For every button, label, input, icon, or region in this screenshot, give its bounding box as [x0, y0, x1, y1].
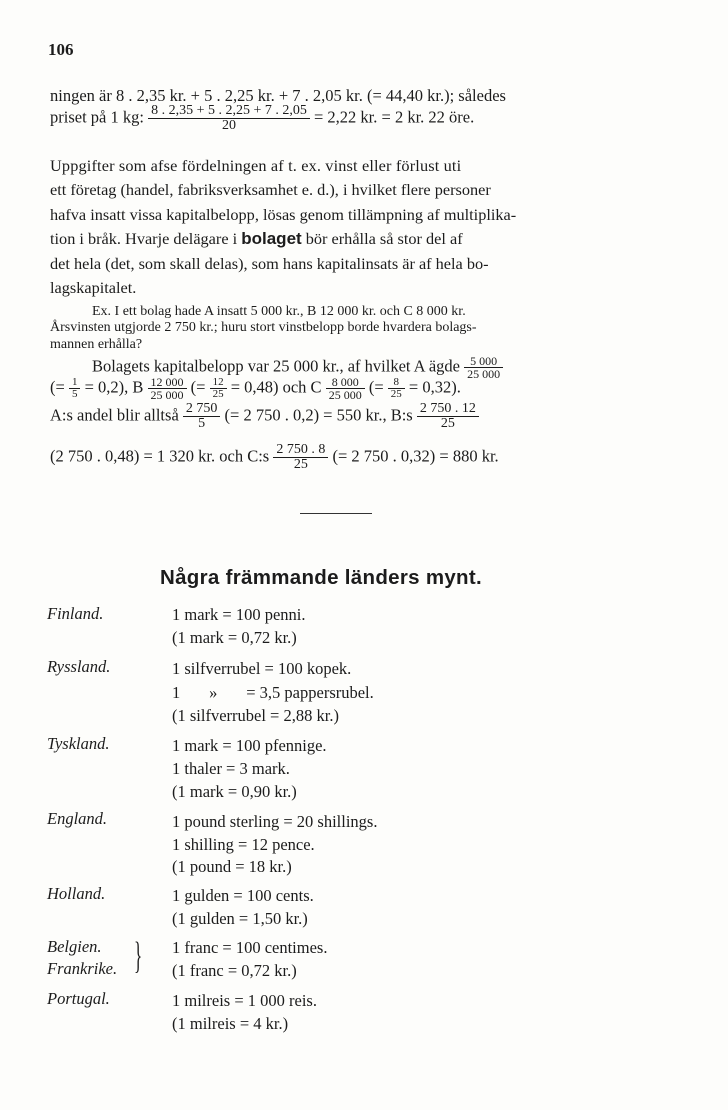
calc-price-line	[50, 104, 474, 133]
s2-f: = 0,32).	[408, 377, 461, 397]
fraction-2750x12-25	[417, 402, 479, 431]
tyskland-line-1: 1 mark = 100 pfennige.	[172, 736, 327, 755]
example-line-1: Ex. I ett bolag hade A insatt 5 000 kr., B 12 000 kr. och C 8 000 kr.	[92, 304, 466, 319]
fraction-c-den: 25 000	[328, 388, 362, 402]
fraction-2750-5	[183, 402, 221, 431]
fraction-12-25-num: 12	[210, 377, 227, 389]
fraction-a-numerator: 5 000	[464, 355, 503, 368]
england-line-3: (1 pound = 18 kr.)	[172, 857, 292, 876]
england-line-2: 1 shilling = 12 pence.	[172, 835, 315, 854]
fraction-one-fifth	[69, 377, 81, 400]
solution-line-1-text: Bolagets kapitalbelopp var 25 000 kr., af hvilket A ägde	[92, 356, 460, 376]
belgien-frankrike-line-2: (1 franc = 0,72 kr.)	[172, 961, 297, 980]
s4-a: (2 750 . 0,48) = 1 320 kr. och C:s	[50, 446, 270, 466]
s2-c: (=	[190, 377, 206, 397]
fraction-one-fifth-num: 1	[69, 377, 81, 389]
paragraph-line-2: ett företag (handel, fabriksverksamhet e. d.), i hvilket flere personer	[50, 180, 491, 199]
fraction-2750x12-num: 2 750 . 12	[417, 402, 479, 417]
s2-b: = 0,2), B	[84, 377, 144, 397]
paragraph-line-1: Uppgifter som afse fördelningen af t. ex. vinst eller förlust uti	[50, 156, 462, 175]
country-holland: Holland.	[47, 884, 106, 903]
price-label: priset på 1 kg:	[50, 107, 144, 127]
ryssland-line-3: (1 silfverrubel = 2,88 kr.)	[172, 706, 339, 725]
country-belgien: Belgien.	[47, 937, 102, 956]
fraction-12-25	[210, 377, 227, 400]
paragraph-line-5: det hela (det, som skall delas), som hans kapitalinsats är af hela bo-	[50, 254, 489, 273]
country-tyskland: Tyskland.	[47, 734, 110, 753]
section-divider	[300, 513, 372, 514]
paragraph-line-3: hafva insatt vissa kapitalbelopp, lösas genom tillämpning af multiplika-	[50, 205, 517, 224]
country-finland: Finland.	[47, 604, 104, 623]
ryssland-line-2: 1 » = 3,5 pappersrubel.	[172, 683, 374, 702]
ryssland-line-1: 1 silfverrubel = 100 kopek.	[172, 659, 352, 678]
solution-line-3	[50, 402, 479, 431]
finland-line-1: 1 mark = 100 penni.	[172, 605, 306, 624]
fraction-c-num: 8 000	[326, 376, 365, 389]
s2-a: (=	[50, 377, 65, 397]
brace-glyph: }	[134, 935, 143, 977]
section-title: Några främmande länders mynt.	[160, 566, 482, 589]
fraction-2750x8-num: 2 750 . 8	[273, 443, 328, 458]
s3-b: (= 2 750 . 0,2) = 550 kr., B:s	[224, 405, 413, 425]
price-numerator: 8 . 2,35 + 5 . 2,25 + 7 . 2,05	[148, 104, 310, 119]
england-line-1: 1 pound sterling = 20 shillings.	[172, 812, 378, 831]
fraction-b-num: 12 000	[148, 376, 187, 389]
fraction-2750x8-den: 25	[293, 457, 308, 472]
s3-a: A:s andel blir alltså	[50, 405, 179, 425]
fraction-2750-5-den: 5	[198, 416, 206, 431]
country-portugal: Portugal.	[47, 989, 110, 1008]
paragraph-line-4-end: bör erhålla så stor del af	[305, 229, 463, 248]
solution-line-2	[50, 376, 461, 401]
paragraph-line-4	[50, 229, 463, 249]
country-england: England.	[47, 809, 108, 828]
calc-line-1: ningen är 8 . 2,35 kr. + 5 . 2,25 kr. + 7 . 2,05 kr. (= 44,40 kr.); således	[50, 86, 506, 105]
fraction-2750x12-den: 25	[440, 416, 455, 431]
fraction-a-denominator: 25 000	[467, 367, 501, 381]
s4-b: (= 2 750 . 0,32) = 880 kr.	[332, 446, 499, 466]
solution-line-4	[50, 443, 499, 472]
s2-d: = 0,48) och C	[230, 377, 322, 397]
country-frankrike: Frankrike.	[47, 959, 118, 978]
fraction-a-share	[464, 355, 503, 380]
example-line-2: Årsvinsten utgjorde 2 750 kr.; huru stort vinstbelopp borde hvardera bolags-	[50, 320, 477, 335]
fraction-2750x8-25	[273, 443, 328, 472]
paragraph-line-4-start: tion i bråk. Hvarje delägare i	[50, 229, 238, 248]
fraction-12-25-den: 25	[212, 388, 224, 400]
price-result: = 2,22 kr. = 2 kr. 22 öre.	[314, 107, 475, 127]
paragraph-line-6: lagskapitalet.	[50, 278, 137, 297]
price-fraction	[148, 104, 310, 133]
holland-line-1: 1 gulden = 100 cents.	[172, 886, 314, 905]
fraction-b-share	[148, 376, 187, 401]
fraction-8-25	[388, 377, 405, 400]
fraction-2750-5-num: 2 750	[183, 402, 221, 417]
belgien-frankrike-line-1: 1 franc = 100 centimes.	[172, 938, 328, 957]
s2-e: (=	[368, 377, 384, 397]
bolaget-emphasis: bolaget	[241, 229, 302, 248]
fraction-c-share	[326, 376, 365, 401]
tyskland-line-2: 1 thaler = 3 mark.	[172, 759, 290, 778]
fraction-one-fifth-den: 5	[71, 388, 78, 400]
holland-line-2: (1 gulden = 1,50 kr.)	[172, 909, 308, 928]
page-number: 106	[48, 40, 74, 59]
fraction-b-den: 25 000	[150, 388, 184, 402]
portugal-line-1: 1 milreis = 1 000 reis.	[172, 991, 317, 1010]
country-ryssland: Ryssland.	[47, 657, 111, 676]
fraction-8-25-num: 8	[388, 377, 405, 389]
price-denominator: 20	[221, 118, 236, 133]
tyskland-line-3: (1 mark = 0,90 kr.)	[172, 782, 297, 801]
example-line-3: mannen erhålla?	[50, 337, 143, 352]
portugal-line-2: (1 milreis = 4 kr.)	[172, 1014, 289, 1033]
fraction-8-25-den: 25	[390, 388, 402, 400]
finland-line-2: (1 mark = 0,72 kr.)	[172, 628, 297, 647]
